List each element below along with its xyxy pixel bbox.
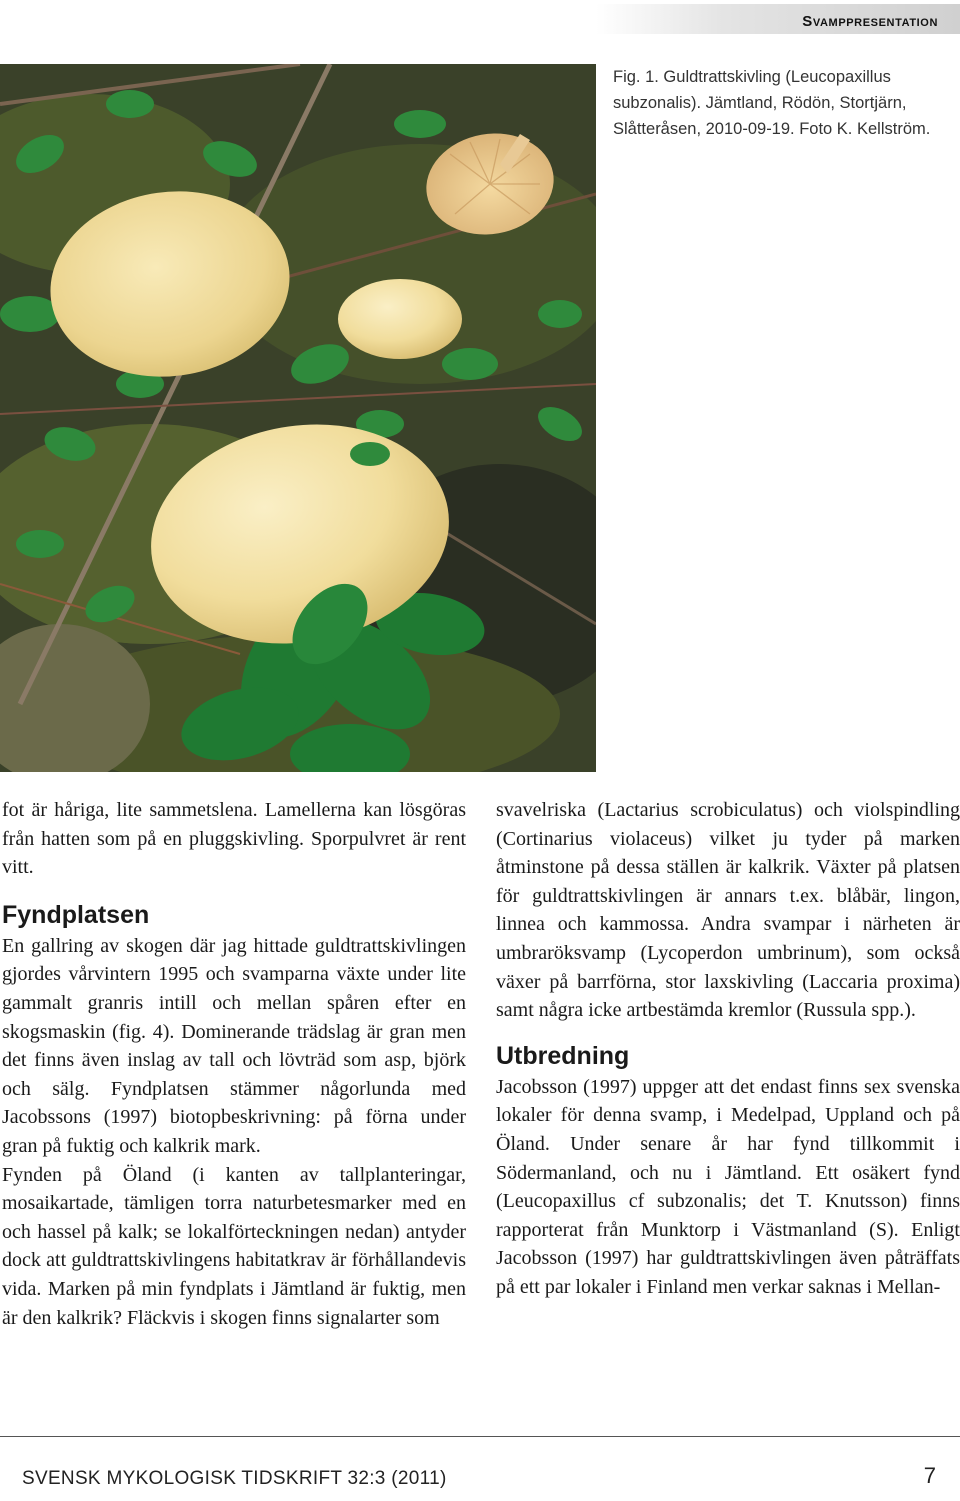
page-number: 7 [923, 1463, 936, 1488]
section-title: Svamppresentation [802, 13, 938, 30]
footer-divider [0, 1436, 960, 1437]
header-band [596, 4, 960, 34]
right-column [496, 796, 960, 1302]
heading-utbredning: Utbredning [496, 1041, 630, 1070]
mushroom-photo-illustration [0, 64, 596, 772]
journal-name: SVENSK MYKOLOGISK TIDSKRIFT 32:3 (2011) [22, 1468, 447, 1489]
figure-caption: Fig. 1. Guldtrattskivling (Leucopaxillus subzonalis). Jämtland, Rödön, Stortjärn, Slåtteråsen, 2010-09-19. Foto K. Kellström. [613, 68, 931, 138]
fyndplatsen-paragraph-2: Fynden på Öland (i kanten av tallplanteringar, mosaikartade, tämligen torra naturbetesmarker med en och hassel på kalk; se lokalförteckningen nedan) antyder dock att guldtrattskivlingens habitatkrav är förhållandevis vida. Marken på min fyndplats i Jämtland är fuktig, men är den kalkrik? Fläckvis i skogen finns signalarter som [2, 1163, 466, 1329]
utbredning-paragraph: Jacobsson (1997) uppger att det endast finns sex svenska lokaler för denna svamp, i Medelpad, Uppland och på Öland. Under senare år har fynd tillkommit i Södermanland, och nu i Jämtland. Ett osäkert fynd (Leucopaxillus cf subzonalis; det T. Knutsson) finns rapporterat från Munktorp i Västmanland (S). Enligt Jacobsson (1997) har guldtrattskivlingen även påträffats på ett par lokaler i Finland men verkar saknas i Mellan- [496, 1075, 960, 1298]
signal-species-paragraph: svavelriska (Lactarius scrobiculatus) och violspindling (Cortinarius violaceus) vilket ju tyder på marken åtminstone på dessa ställen är kalkrik. Växter på platsen för guldtrattskivlingen är annars t.ex. blåbär, lingon, linnea och kammossa. Andra svampar i närheten är umbraröksvamp (Lycoperdon umbrinum), som också växer på barrförna, stor laxskivling (Laccaria proxima) samt några icke artbestämda kremlor (Russula spp.). [496, 799, 960, 1022]
mushroom-photo [0, 64, 596, 772]
intro-paragraph: fot är håriga, lite sammetslena. Lamellerna kan lösgöras från hatten som på en pluggskivling. Sporpulvret är rent vitt. [2, 799, 466, 879]
left-column [2, 796, 466, 1332]
heading-fyndplatsen: Fyndplatsen [2, 900, 150, 929]
fyndplatsen-paragraph-1: En gallring av skogen där jag hittade guldtrattskivlingen gjordes vårvintern 1995 och svamparna växte under lite gammalt granris intill och mellan spåren efter en skogsmaskin (fig. 4). Dominerande trädslag är gran men det finns även inslag av tall och lövträd som asp, björk och sälg. Fyndplatsen stämmer någorlunda med Jacobssons (1997) biotopbeskrivning: på förna under gran på fuktig och kalkrik mark. [2, 934, 466, 1157]
